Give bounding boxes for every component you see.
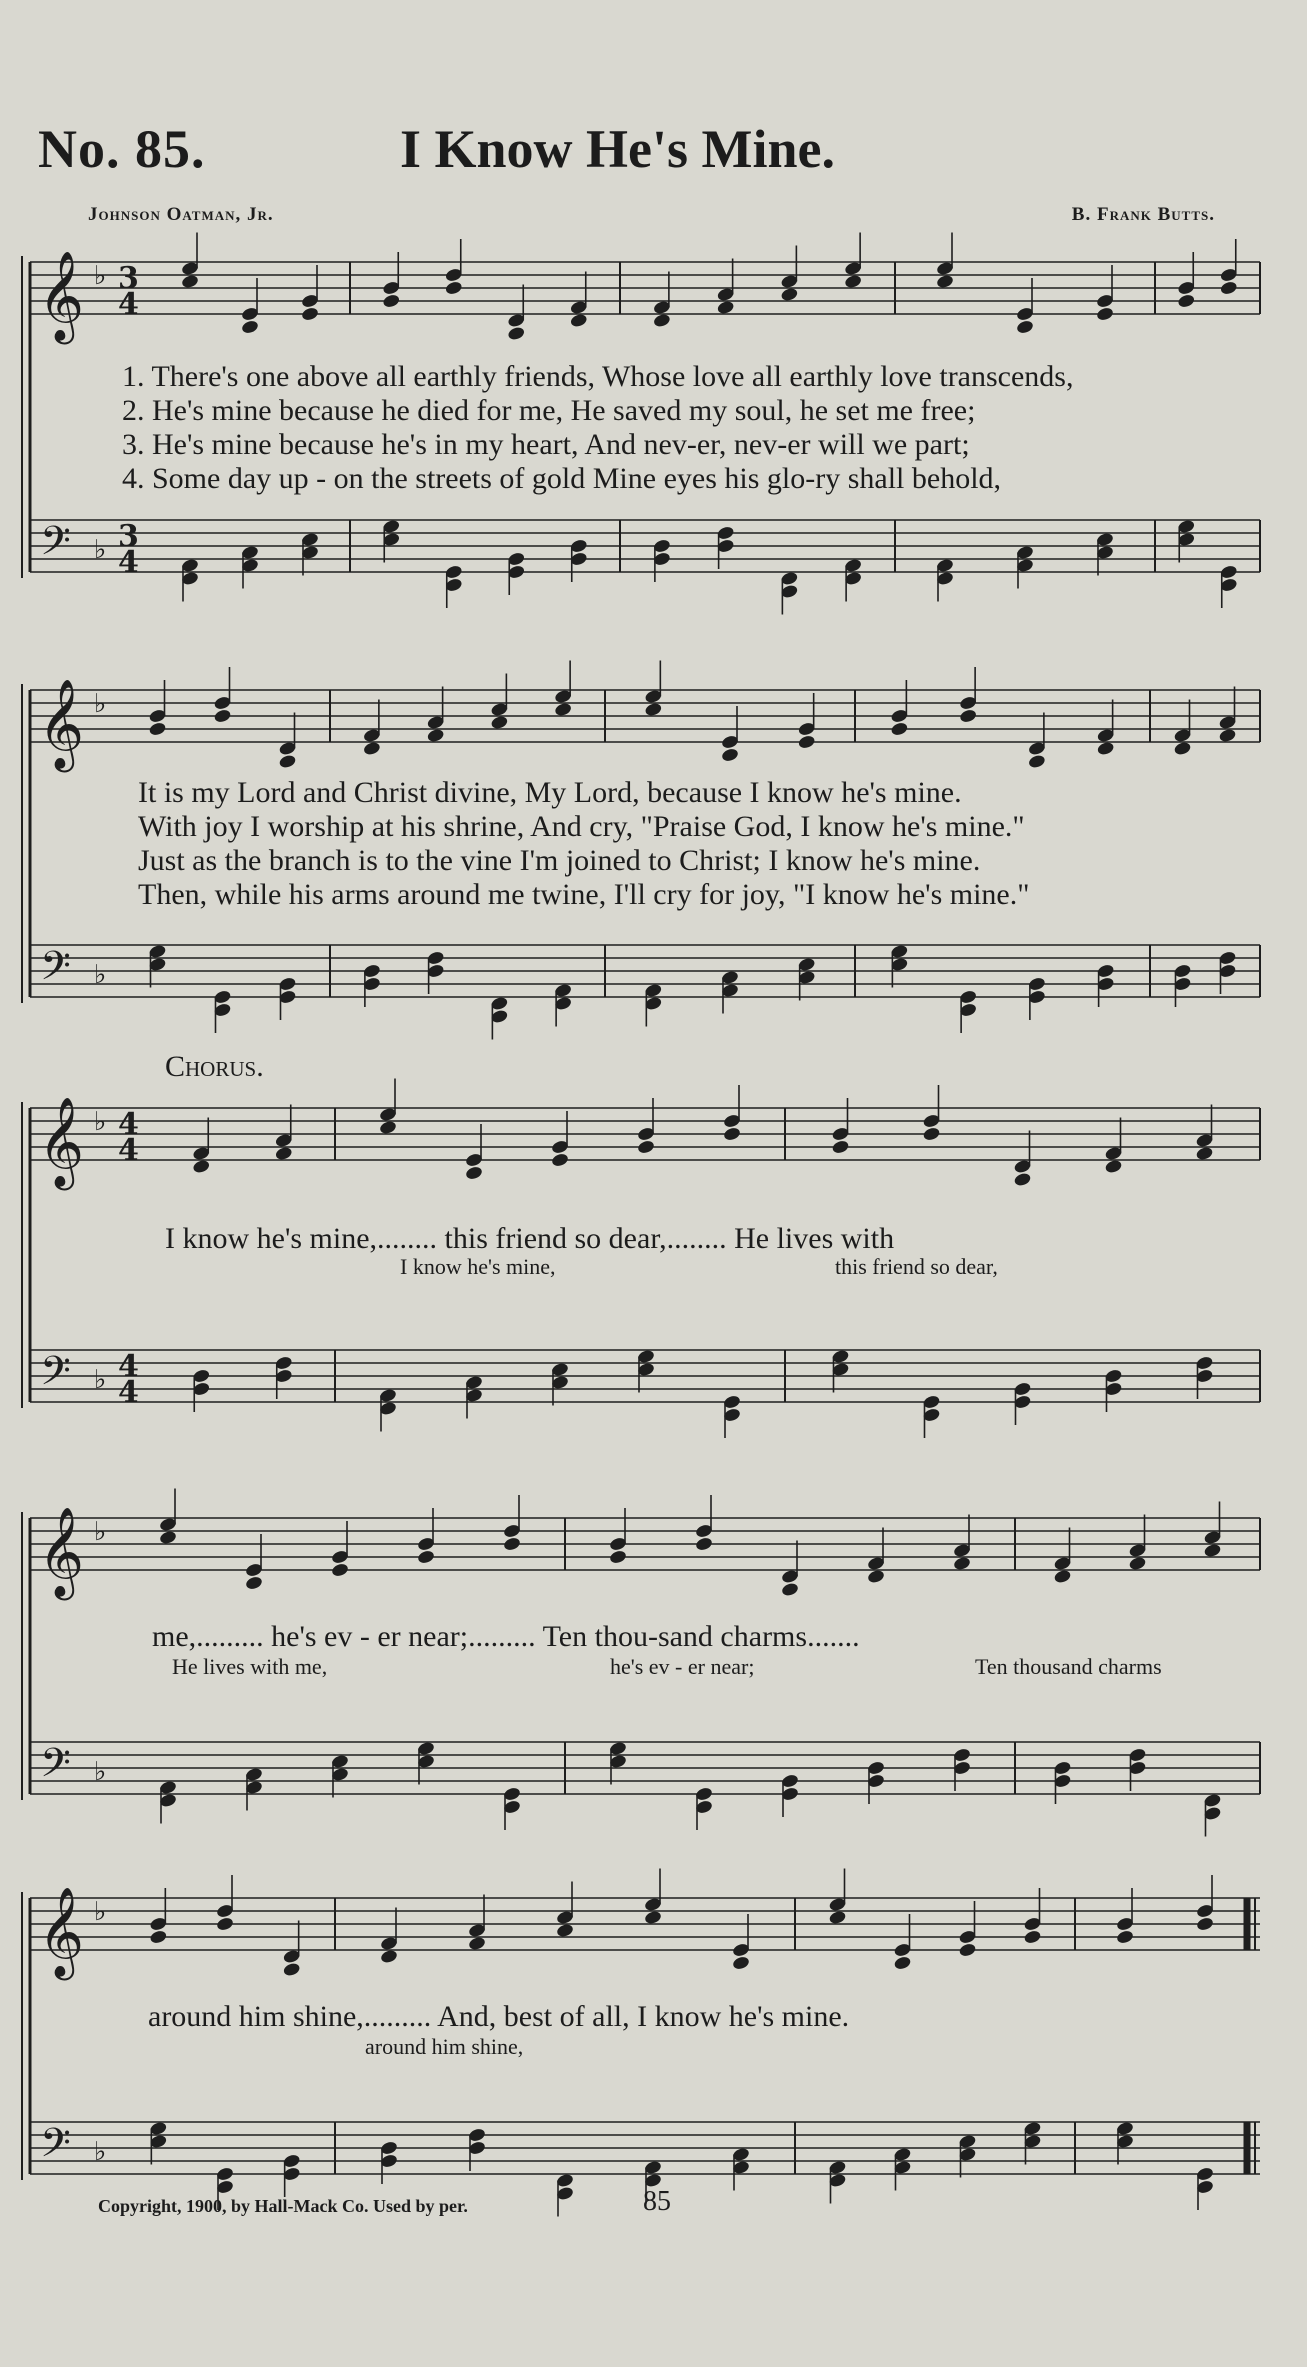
- note-head: [732, 1955, 751, 1971]
- note-head: [556, 1923, 575, 1939]
- note-head: [1016, 319, 1035, 335]
- note-head: [181, 274, 200, 290]
- note-head: [245, 1575, 264, 1591]
- time-signature-top: 4: [118, 1349, 139, 1384]
- note-head: [278, 754, 297, 770]
- note-head: [644, 702, 663, 718]
- page-number: 85: [643, 2186, 671, 2217]
- note-head: [1096, 741, 1115, 757]
- note-head: [1023, 1929, 1042, 1945]
- chorus-line-1-alto-b: this friend so dear,: [835, 1254, 998, 1279]
- verse-line-4: 4. Some day up - on the streets of gold Mine eyes his glo-ry shall behold,: [122, 462, 1002, 495]
- bass-clef-icon: 𝄢: [40, 943, 71, 999]
- note-head: [1096, 306, 1115, 322]
- chorus-line-3-alto: around him shine,: [365, 2034, 524, 2059]
- note-head: [159, 1530, 178, 1546]
- time-signature-bottom: 4: [118, 287, 139, 322]
- note-head: [1177, 293, 1196, 309]
- note-head: [444, 280, 463, 296]
- note-head: [274, 1146, 293, 1162]
- note-head: [468, 1936, 487, 1952]
- note-head: [1116, 1929, 1135, 1945]
- note-head: [1027, 754, 1046, 770]
- note-head: [507, 326, 526, 342]
- bass-clef-icon: 𝄢: [40, 2120, 71, 2176]
- flat-sign: ♭: [94, 1107, 107, 1137]
- time-signature-top: 3: [118, 519, 139, 554]
- verse-line-8: Then, while his arms around me twine, I'll cry for joy, "I know he's mine.": [138, 878, 1030, 911]
- note-head: [723, 1126, 742, 1142]
- treble-clef-icon: 𝄞: [38, 1887, 85, 1977]
- chorus-line-1-alto: I know he's mine,: [400, 1254, 556, 1279]
- note-head: [959, 708, 978, 724]
- chorus-line-2-alto-b: he's ev - er near;: [610, 1654, 755, 1679]
- note-head: [867, 1569, 886, 1585]
- note-head: [1195, 1146, 1214, 1162]
- time-signature-bottom: 4: [118, 545, 139, 580]
- note-head: [721, 747, 740, 763]
- flat-sign: ♭: [94, 1365, 107, 1395]
- chorus-line-2-alto-a: He lives with me,: [172, 1654, 328, 1679]
- note-head: [609, 1549, 628, 1565]
- note-head: [426, 728, 445, 744]
- note-head: [958, 1942, 977, 1958]
- note-head: [465, 1165, 484, 1181]
- note-head: [1128, 1556, 1147, 1572]
- note-head: [922, 1126, 941, 1142]
- note-head: [781, 1582, 800, 1598]
- note-head: [1218, 728, 1237, 744]
- chorus-line-2-alto-c: Ten thousand charms: [975, 1654, 1162, 1679]
- flat-sign: ♭: [94, 2137, 107, 2167]
- note-head: [380, 1949, 399, 1965]
- bass-clef-icon: 𝄢: [40, 1740, 71, 1796]
- verse-line-3: 3. He's mine because he's in my heart, And nev-er, nev-er will we part;: [122, 428, 970, 461]
- note-head: [362, 741, 381, 757]
- treble-clef-icon: 𝄞: [38, 679, 85, 769]
- time-signature-top: 4: [118, 1107, 139, 1142]
- treble-clef-icon: 𝄞: [38, 251, 85, 341]
- note-head: [1173, 741, 1192, 757]
- note-head: [382, 293, 401, 309]
- note-head: [953, 1556, 972, 1572]
- chorus-label: Chorus.: [165, 1050, 264, 1083]
- note-head: [936, 274, 955, 290]
- chorus-line-3: around him shine,......... And, best of all, I know he's mine.: [148, 2000, 850, 2033]
- verse-line-2: 2. He's mine because he died for me, He saved my soul, he set me free;: [122, 394, 976, 427]
- time-signature-bottom: 4: [118, 1375, 139, 1410]
- flat-sign: ♭: [94, 689, 107, 719]
- note-head: [831, 1139, 850, 1155]
- note-head: [637, 1139, 656, 1155]
- flat-sign: ♭: [94, 960, 107, 990]
- note-head: [893, 1955, 912, 1971]
- note-head: [192, 1159, 211, 1175]
- note-head: [1013, 1172, 1032, 1188]
- verse-line-5: It is my Lord and Christ divine, My Lord, because I know he's mine.: [138, 776, 962, 809]
- note-head: [828, 1910, 847, 1926]
- time-signature-bottom: 4: [118, 1133, 139, 1168]
- bass-clef-icon: 𝄢: [40, 518, 71, 574]
- note-head: [417, 1549, 436, 1565]
- note-head: [797, 734, 816, 750]
- time-signature-top: 3: [118, 261, 139, 296]
- note-head: [695, 1536, 714, 1552]
- note-head: [213, 708, 232, 724]
- note-head: [241, 319, 260, 335]
- hymn-number: No. 85.: [38, 119, 206, 179]
- note-head: [1053, 1569, 1072, 1585]
- note-head: [652, 313, 671, 329]
- note-head: [490, 715, 509, 731]
- chorus-line-1: I know he's mine,........ this friend so dear,........ He lives with: [165, 1222, 895, 1255]
- verse-line-1: 1. There's one above all earthly friends, Whose love all earthly love transcends,: [122, 360, 1074, 393]
- note-head: [569, 313, 588, 329]
- note-head: [282, 1962, 301, 1978]
- flat-sign: ♭: [94, 1517, 107, 1547]
- note-head: [844, 274, 863, 290]
- copyright-notice: Copyright, 1900, by Hall-Mack Co. Used by per.: [98, 2196, 468, 2216]
- note-head: [716, 300, 735, 316]
- flat-sign: ♭: [94, 1897, 107, 1927]
- flat-sign: ♭: [94, 1757, 107, 1787]
- treble-clef-icon: 𝄞: [38, 1507, 85, 1597]
- flat-sign: ♭: [94, 535, 107, 565]
- note-head: [1196, 1916, 1215, 1932]
- note-head: [379, 1120, 398, 1136]
- note-head: [890, 721, 909, 737]
- note-head: [301, 306, 320, 322]
- note-head: [216, 1916, 235, 1932]
- note-head: [149, 1929, 168, 1945]
- verse-line-6: With joy I worship at his shrine, And cry, "Praise God, I know he's mine.": [138, 810, 1025, 843]
- note-head: [331, 1562, 350, 1578]
- note-head: [503, 1536, 522, 1552]
- note-head: [1104, 1159, 1123, 1175]
- note-head: [644, 1910, 663, 1926]
- chorus-line-2: me,......... he's ev - er near;......... Ten thou-sand charms.......: [152, 1620, 860, 1653]
- bass-clef-icon: 𝄢: [40, 1348, 71, 1404]
- note-head: [148, 721, 167, 737]
- verse-line-7: Just as the branch is to the vine I'm joined to Christ; I know he's mine.: [138, 844, 981, 877]
- note-head: [551, 1152, 570, 1168]
- note-head: [554, 702, 573, 718]
- note-head: [1219, 280, 1238, 296]
- note-head: [780, 287, 799, 303]
- composer-credit: B. Frank Butts.: [1071, 204, 1215, 225]
- flat-sign: ♭: [94, 261, 107, 291]
- lyricist-credit: Johnson Oatman, Jr.: [88, 204, 274, 225]
- note-head: [1203, 1543, 1222, 1559]
- treble-clef-icon: 𝄞: [38, 1097, 85, 1187]
- hymn-title: I Know He's Mine.: [400, 119, 836, 179]
